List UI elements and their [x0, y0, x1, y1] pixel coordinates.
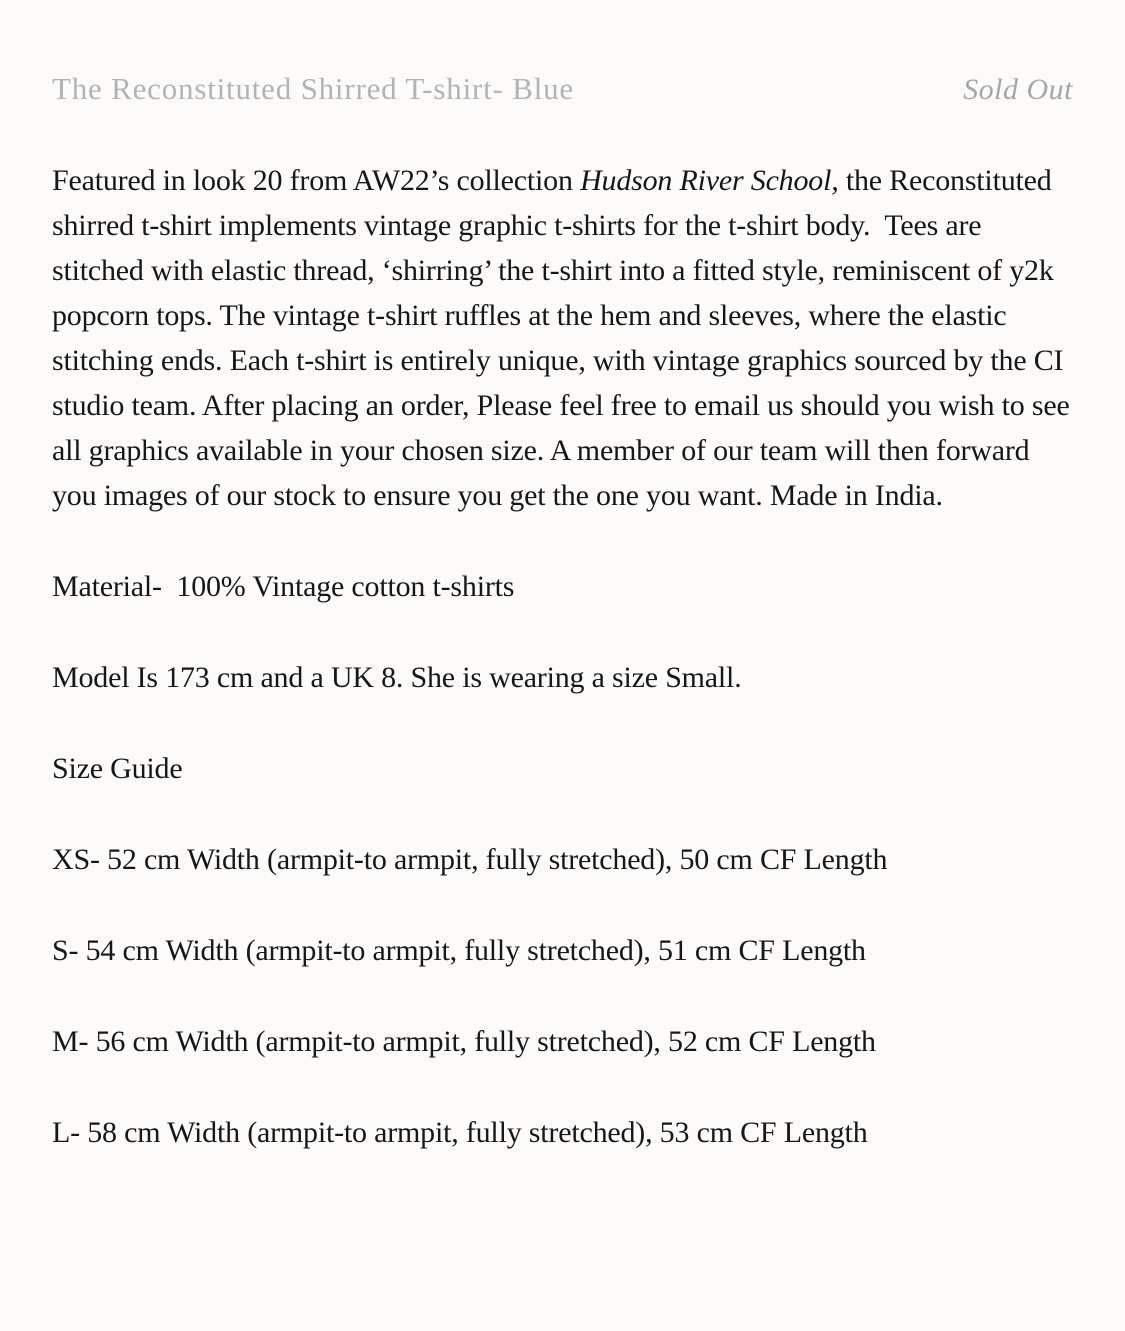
description-text-before-collection: Featured in look 20 from AW22’s collection [52, 164, 581, 197]
product-description [52, 158, 1073, 518]
material-line: Material- 100% Vintage cotton t-shirts [52, 570, 515, 603]
model-info-line: Model Is 173 cm and a UK 8. She is wearing a size Small. [52, 661, 742, 694]
product-title: The Reconstituted Shirred T-shirt- Blue [52, 71, 574, 106]
size-guide-heading: Size Guide [52, 752, 183, 785]
size-row-m: M- 56 cm Width (armpit-to armpit, fully stretched), 52 cm CF Length [52, 1025, 876, 1058]
collection-name: Hudson River School, [580, 164, 839, 197]
size-row-xs: XS- 52 cm Width (armpit-to armpit, fully stretched), 50 cm CF Length [52, 843, 888, 876]
size-row-s: S- 54 cm Width (armpit-to armpit, fully stretched), 51 cm CF Length [52, 934, 866, 967]
description-text-after-collection: the Reconstituted shirred t-shirt implements vintage graphic t-shirts for the t-shirt body. Tees are stitched with elastic thread, ‘shirring’ the t-shirt into a fitted style, reminiscent of y2k popcorn tops. The vintage t-shirt ruffles at the hem and sleeves, where the elastic stitching ends. Each t-shirt is entirely unique, with vintage graphics sourced by the CI studio team. After placing an order, Please feel free to email us should you wish to see all graphics available in your chosen size. A member of our team will then forward you images of our stock to ensure you get the one you want. Made in India. [52, 164, 1070, 512]
size-row-l: L- 58 cm Width (armpit-to armpit, fully stretched), 53 cm CF Length [52, 1116, 868, 1149]
sold-out-badge: Sold Out [963, 73, 1073, 106]
product-header [52, 66, 1073, 112]
